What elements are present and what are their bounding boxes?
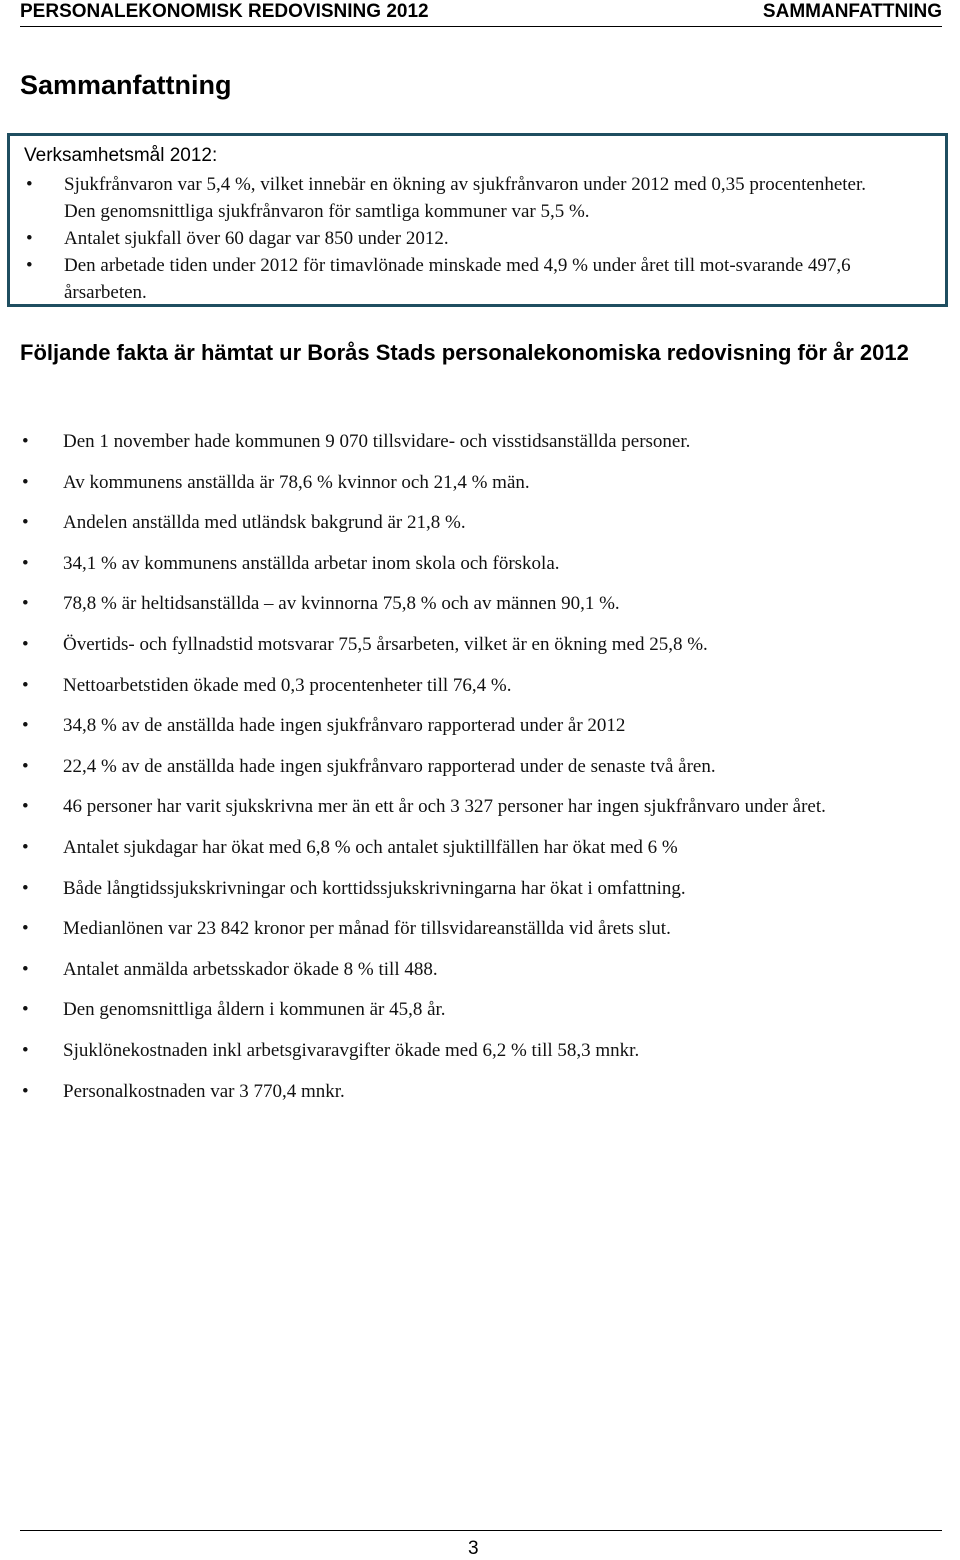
fact-item: • Antalet anmälda arbetsskador ökade 8 % till 488. [20, 956, 910, 984]
page-number: 3 [468, 1538, 479, 1559]
fact-item: • Övertids- och fyllnadstid motsvarar 75,5 årsarbeten, vilket är en ökning med 25,8 %. [20, 631, 910, 659]
fact-item: • 78,8 % är heltidsanställda – av kvinnorna 75,8 % och av männen 90,1 %. [20, 590, 910, 618]
fact-item: • Både långtidssjukskrivningar och korttidssjukskrivningarna har ökat i omfattning. [20, 875, 910, 903]
header-section-title: SAMMANFATTNING [762, 1, 942, 22]
goal-item: • Sjukfrånvaron var 5,4 %, vilket innebär en ökning av sjukfrånvaron under 2012 med 0,35 procentenheter. Den genomsnittliga sjukfrånvaron för samtliga kommuner var 5,5 %. [10, 171, 890, 225]
fact-item: • Av kommunens anställda är 78,6 % kvinnor och 21,4 % män. [20, 469, 910, 497]
fact-item: • 34,8 % av de anställda hade ingen sjukfrånvaro rapporterad under år 2012 [20, 712, 910, 740]
footer-divider [20, 1530, 942, 1531]
fact-item: • Nettoarbetstiden ökade med 0,3 procentenheter till 76,4 %. [20, 672, 910, 700]
fact-item: • Antalet sjukdagar har ökat med 6,8 % och antalet sjuktillfällen har ökat med 6 % [20, 834, 910, 862]
fact-item: • Personalkostnaden var 3 770,4 mnkr. [20, 1078, 910, 1106]
goals-heading: Verksamhetsmål 2012: [24, 145, 218, 166]
goal-item: • Den arbetade tiden under 2012 för timavlönade minskade med 4,9 % under året till mot-svarande 497,6 årsarbeten. [10, 252, 890, 306]
goal-item: • Antalet sjukfall över 60 dagar var 850 under 2012. [10, 225, 890, 252]
page-header [20, 0, 942, 27]
fact-item: • Andelen anställda med utländsk bakgrund är 21,8 %. [20, 509, 910, 537]
facts-heading: Följande fakta är hämtat ur Borås Stads personalekonomiska redovisning för år 2012 [20, 340, 909, 365]
fact-item: • 22,4 % av de anställda hade ingen sjukfrånvaro rapporterad under de senaste två åren. [20, 753, 910, 781]
header-report-title: PERSONALEKONOMISK REDOVISNING 2012 [20, 1, 429, 22]
goals-box [7, 133, 948, 307]
fact-item: • Den genomsnittliga åldern i kommunen är 45,8 år. [20, 996, 910, 1024]
facts-list [20, 428, 910, 1118]
fact-item: • Den 1 november hade kommunen 9 070 tillsvidare- och visstidsanställda personer. [20, 428, 910, 456]
goals-list [10, 171, 890, 306]
fact-item: • Medianlönen var 23 842 kronor per månad för tillsvidareanställda vid årets slut. [20, 915, 910, 943]
fact-item: • Sjuklönekostnaden inkl arbetsgivaravgifter ökade med 6,2 % till 58,3 mnkr. [20, 1037, 910, 1065]
fact-item: • 34,1 % av kommunens anställda arbetar inom skola och förskola. [20, 550, 910, 578]
page-title: Sammanfattning [20, 70, 232, 100]
fact-item: • 46 personer har varit sjukskrivna mer än ett år och 3 327 personer har ingen sjukfrånvaro under året. [20, 793, 910, 821]
